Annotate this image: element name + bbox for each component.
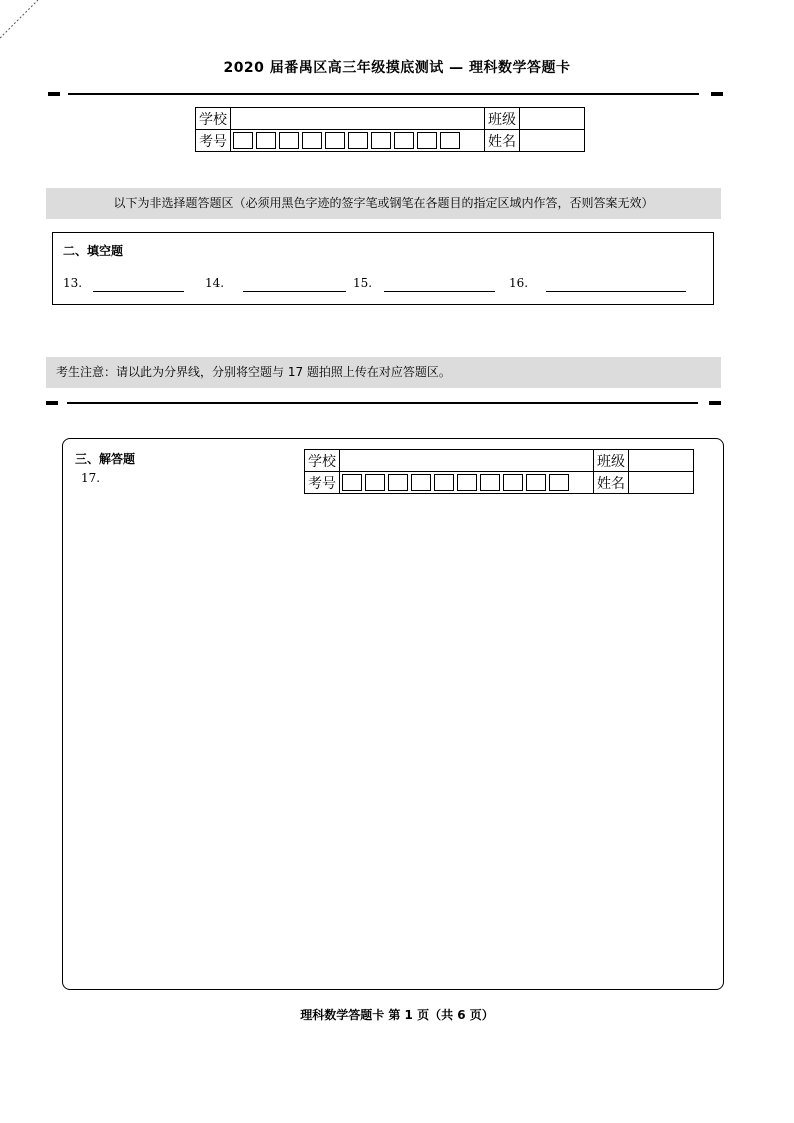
blank-15-label: 15. [353,276,373,290]
digit-box[interactable] [371,132,391,149]
digit-box[interactable] [440,132,460,149]
fill-section-title: 二、填空题 [63,244,124,258]
question-17-label: 17. [81,471,101,485]
notice-banner: 考生注意：请以此为分界线，分别将空题与 17 题拍照上传在对应答题区。 [46,357,721,388]
blank-16-line[interactable] [546,291,686,292]
digit-box[interactable] [233,132,253,149]
blank-13-label: 13. [63,276,83,290]
digit-box[interactable] [388,474,408,491]
page-title: 2020 届番禺区高三年级摸底测试 — 理科数学答题卡 [223,60,571,76]
page-footer: 理科数学答题卡 第 1 页（共 6 页） [300,1008,494,1022]
blank-14-line[interactable] [243,291,346,292]
digit-box[interactable] [348,132,368,149]
digit-box[interactable] [394,132,414,149]
student-info-table [195,107,585,152]
class-field[interactable] [629,450,694,472]
name-label: 姓名 [594,472,629,494]
digit-box[interactable] [365,474,385,491]
blank-14-label: 14. [205,276,225,290]
separator-mark-left [48,92,60,96]
digit-box[interactable] [526,474,546,491]
class-field[interactable] [520,108,585,130]
digit-box[interactable] [457,474,477,491]
class-label: 班级 [594,450,629,472]
blank-16-label: 16. [509,276,529,290]
school-field[interactable] [231,108,485,130]
exam-no-field[interactable] [340,472,594,494]
exam-no-label: 考号 [305,472,340,494]
digit-box[interactable] [434,474,454,491]
answer-section-title: 三、解答题 [75,452,136,466]
exam-no-label: 考号 [196,130,231,152]
separator-mark-right [711,92,723,96]
digit-box[interactable] [256,132,276,149]
digit-box[interactable] [342,474,362,491]
nonchoice-instruction-banner: 以下为非选择题答题区（必须用黑色字迹的签字笔或钢笔在各题目的指定区域内作答，否则答案无效） [46,188,721,219]
digit-box[interactable] [411,474,431,491]
blank-13-line[interactable] [93,291,184,292]
name-field[interactable] [629,472,694,494]
digit-box[interactable] [302,132,322,149]
school-label: 学校 [196,108,231,130]
top-separator-line [68,93,699,95]
name-label: 姓名 [485,130,520,152]
separator-mark-left [46,401,58,405]
separator-mark-right [709,401,721,405]
digit-box[interactable] [325,132,345,149]
digit-box[interactable] [480,474,500,491]
exam-no-digit-boxes [231,130,484,151]
answer-section-box[interactable] [62,438,724,990]
school-label: 学校 [305,450,340,472]
digit-box[interactable] [503,474,523,491]
student-info-table-answer [304,449,694,494]
digit-box[interactable] [417,132,437,149]
class-label: 班级 [485,108,520,130]
blank-15-line[interactable] [384,291,495,292]
school-field[interactable] [340,450,594,472]
corner-cut-guide [0,0,40,40]
digit-box[interactable] [549,474,569,491]
name-field[interactable] [520,130,585,152]
exam-no-field[interactable] [231,130,485,152]
digit-box[interactable] [279,132,299,149]
exam-no-digit-boxes [340,472,593,493]
middle-separator-line [67,402,698,404]
fill-blank-section [52,232,714,305]
